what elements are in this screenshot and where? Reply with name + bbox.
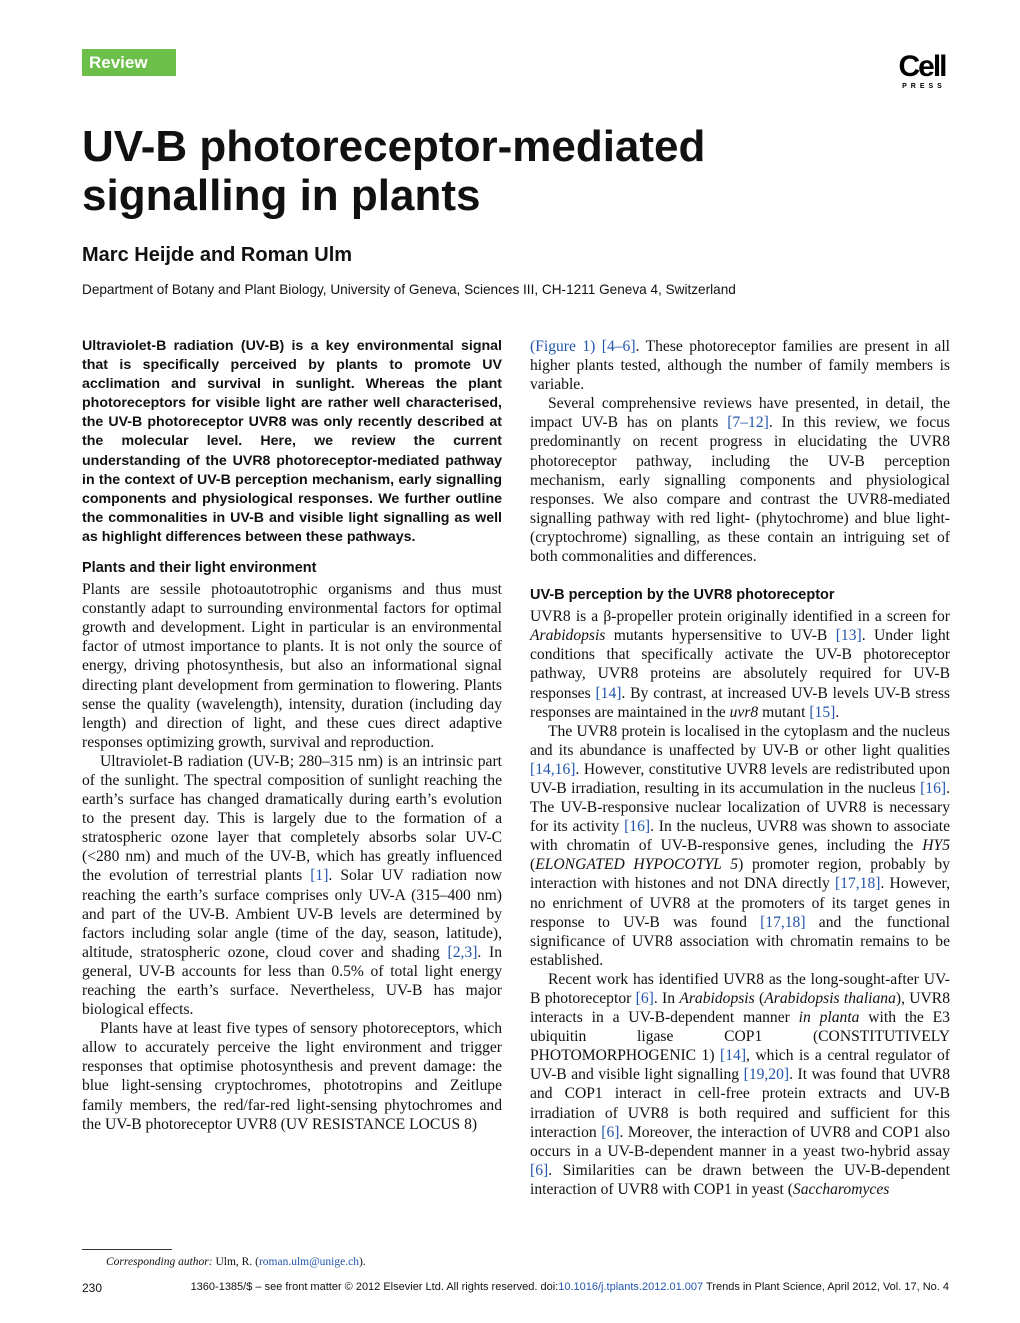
italic-run: HY5 [922,837,950,855]
text-run: . Under light conditions that specifically activate the UV-B photoreceptor pathway, UVR8 proteins are absolutely required for UV-B responses [530,627,950,702]
citation-link[interactable]: [16] [624,818,651,836]
text-run: . Solar UV radiation now reaching the earth’s surface comprises only UV-A (315–400 nm) and part of the UV-B. Ambient UV-B levels are determined by factors including solar angle (time of the day, season, latitude), altitude, stratospheric ozone, cloud cover and shading [82,867,502,961]
citation-link[interactable]: [17,18] [834,875,881,893]
text-run: UVR8 is a β-propeller protein originally identified in a screen for [530,608,950,626]
paragraph-continued [530,337,950,394]
paragraph-reviews [530,394,950,566]
text-run: ) promoter region, probably by interaction with histones and not DNA directly [530,856,950,893]
italic-run: Arabidopsis thaliana [764,990,896,1007]
corresponding-author-note [106,1256,366,1268]
text-run: . Similarities can be drawn between the UV-B-dependent interaction of UVR8 with COP1 in yeast ( [530,1161,950,1198]
text-run: Recent work has identified UVR8 as the long-sought-after UV-B photoreceptor [530,970,950,1007]
citation-link[interactable]: [14] [720,1047,747,1065]
citation-link[interactable]: [7–12] [727,414,769,432]
text-run: ), UVR8 interacts in a UV-B-dependent manner [530,990,951,1027]
citation-link[interactable]: [2,3] [447,943,478,961]
italic-run: uvr8 [729,703,759,721]
text-run: . [835,703,840,721]
paragraph-plants-3: Plants have at least five types of sensory photoreceptors, which allow to accurately perceive the light environment and trigger responses that optimise photosynthesis and prevent damage: the blue light-sensing cryptochromes, phototropins and Zeitlupe family members, the red/far-red light-sensing phytochromes and the UV-B photoreceptor UVR8 (UV RESISTANCE LOCUS 8) [82,1020,502,1133]
citation-link[interactable]: [15] [809,703,836,721]
publisher-logo-sub: PRESS [902,83,946,90]
footnote-label: Corresponding author: [106,1256,213,1268]
citation-link[interactable]: [14] [595,684,622,702]
left-column [82,337,502,1134]
text-run: Ultraviolet-B radiation (UV-B; 280–315 nm) is an intrinsic part of the sunlight. The spectral composition of sunlight reaching the earth’s surface has changed dramatically during earth’s evolution to the present day. This is largely due to the formation of a stratospheric ozone layer that completely absorbs solar UV-C (<280 nm) and much of the UV-B, which has greatly influenced the evolution of terrestrial plants [82,752,502,885]
text-run: . In this review, we focus predominantly on recent progress in elucidating the UVR8 photoreceptor pathway, including the UV-B perception mechanism, early signalling components and physiological responses. We also compare and contrast the UVR8-mediated signalling pathway with red light- (phytochrome) and blue light- (cryptochrome) signalling, as these contain an intriguing set of both commonalities and differences. [530,414,950,566]
footer-copyright: 1360-1385/$ – see front matter © 2012 Elsevier Ltd. All rights reserved. doi: [190,1281,559,1293]
text-run: . In general, UV-B accounts for less than 0.5% of total light energy reaching the earth’s surface. Nevertheless, UV-B has major biological effects. [82,943,502,1019]
article-authors: Marc Heijde and Roman Ulm [82,244,353,266]
author-email-link[interactable]: roman.ulm@unige.ch [258,1256,359,1268]
italic-run: Arabidopsis [679,990,755,1007]
paragraph-uvr8-3 [530,970,950,1199]
figure-link[interactable]: (Figure 1) [530,338,596,355]
paragraph-plants-1: Plants are sessile photoautotrophic organisms and thus must constantly adapt to surrounding environmental factors for optimal growth and development. Light in particular is an environmental factor of utmost importance to plants. It is not only the source of energy, driving photosynthesis, but also an informational signal directing plant development from germination to flowering. Plants sense the quality (wavelength), intensity, duration (including day length) and direction of light, and these cues direct adaptive responses optimizing growth, survival and reproduction. [82,581,502,751]
paragraph-plants-2 [82,752,502,1019]
text-run: Several comprehensive reviews have presented, in detail, the impact UV-B has on plants [530,395,950,432]
citation-link[interactable]: [17,18] [760,913,806,931]
abstract: Ultraviolet-B radiation (UV-B) is a key environmental signal that is specifically perceived by plants to promote UV acclimation and survival in sunlight. Whereas the plant photoreceptors for visible light are rather well characterised, the UV-B photoreceptor UVR8 was only recently described at the molecular level. Here, we review the current understanding of the UVR8 photoreceptor-mediated pathway in the context of UV-B perception mechanism, early signalling components and physiological responses. We further outline the commonalities in UV-B and visible light signalling as well as highlight differences between these pathways. [82,338,502,545]
right-column [530,337,950,1199]
paragraph-uvr8-2 [530,722,950,970]
text-run: mutants hypersensitive to UV-B [605,627,836,645]
text-run: . It was found that UVR8 and COP1 interact in cell-free protein extracts and UV-B irradiation of UVR8 is both required and sufficient for this interaction [530,1066,951,1141]
italic-run: in planta [798,1009,860,1027]
section-heading-plants: Plants and their light environment [82,560,317,577]
publisher-logo-main: Cell [898,50,946,83]
footnote-divider [82,1249,172,1250]
text-run: . By contrast, at increased UV-B levels UV-B stress responses are maintained in the [530,684,950,721]
article-type-badge: Review [82,49,176,76]
citation-link[interactable]: [1] [310,867,329,885]
citation-link[interactable]: [4–6] [601,338,636,355]
citation-link[interactable]: [19,20] [743,1066,790,1084]
paragraph-uvr8-1 [530,607,950,722]
citation-link[interactable]: [6] [530,1161,549,1179]
footer-journal: Trends in Plant Science, April 2012, Vol. 17, No. 4 [703,1281,949,1293]
text-run: ( [754,990,765,1007]
citation-link[interactable]: [6] [601,1123,620,1141]
italic-run: Saccharomyces [792,1180,890,1198]
text-run: The UVR8 protein is localised in the cytoplasm and the nucleus and its abundance is unaffected by UV-B or other light qualities [530,722,950,759]
doi-link[interactable]: 10.1016/j.tplants.2012.01.007 [558,1281,704,1293]
citation-link[interactable]: [6] [635,990,654,1007]
italic-run: ELONGATED HYPOCOTYL 5 [535,856,739,874]
italic-run: Arabidopsis [530,627,606,645]
citation-link[interactable]: [13] [835,627,862,645]
text-run: . The UV-B-responsive nuclear localization of UVR8 is necessary for its activity [530,779,950,836]
text-run: ( [530,856,536,874]
page-footer [191,1281,949,1293]
text-run: . These photoreceptor families are present in all higher plants tested, although the number of family members is variable. [530,338,950,394]
page-number: 230 [82,1281,103,1295]
text-run: . Moreover, the interaction of UVR8 and COP1 also occurs in a UV-B-dependent manner in a yeast two-hybrid assay [530,1123,950,1160]
text-run: and the functional significance of UVR8 association with chromatin remains to be established. [530,913,950,969]
text-run: . In the nucleus, UVR8 was shown to associate with chromatin of UV-B-responsive genes, including the [530,818,950,855]
publisher-logo [893,52,951,91]
text-run: with the E3 ubiquitin ligase COP1 (CONSTITUTIVELY PHOTOMORPHOGENIC 1) [530,1009,950,1065]
text-run: . However, no enrichment of UVR8 at the promoters of its target genes in response to UV-B was found [530,875,950,931]
article-title: UV-B photoreceptor-mediated signalling in plants [82,122,706,220]
footnote-end: ). [358,1256,366,1268]
text-run: mutant [758,703,810,721]
author-affiliation: Department of Botany and Plant Biology, University of Geneva, Sciences III, CH-1211 Geneva 4, Switzerland [82,282,736,297]
citation-link[interactable]: [16] [920,779,947,797]
text-run: . In [653,990,680,1007]
text-run: . However, constitutive UVR8 levels are redistributed upon UV-B irradiation, resulting in its accumulation in the nucleus [530,760,950,797]
text-run: , which is a central regulator of UV-B and visible light signalling [530,1047,950,1084]
section-heading-uvb: UV-B perception by the UVR8 photoreceptor [530,587,835,604]
citation-link[interactable]: [14,16] [530,760,576,778]
footnote-name: Ulm, R. ( [212,1256,259,1268]
